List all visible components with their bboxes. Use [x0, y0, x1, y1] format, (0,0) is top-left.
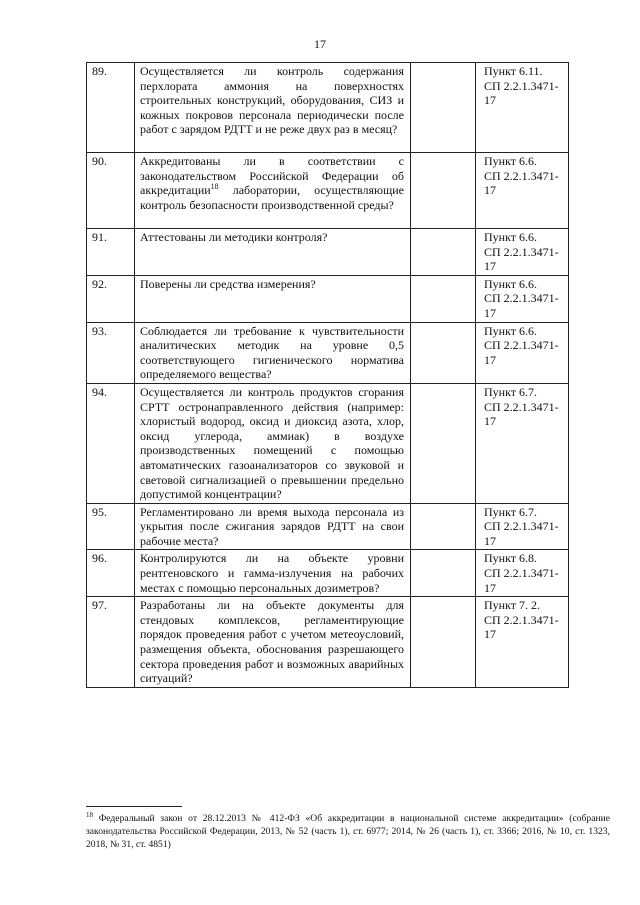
- reference-clause: Пункт 6.11.: [484, 64, 543, 78]
- reference-document: СП 2.2.1.3471-17: [484, 338, 559, 367]
- reference-cell: [476, 597, 569, 688]
- footnote-divider: [86, 806, 182, 807]
- question-cell: Поверены ли средства измерения?: [135, 275, 411, 322]
- reference-document: СП 2.2.1.3471-17: [484, 519, 559, 548]
- answer-cell: [411, 153, 476, 229]
- answer-cell: [411, 503, 476, 550]
- reference-document: СП 2.2.1.3471-17: [484, 244, 559, 274]
- reference-clause: Пункт 7. 2.: [484, 598, 541, 613]
- reference-cell: [476, 275, 569, 322]
- answer-cell: [411, 597, 476, 688]
- reference-clause: Пункт 6.6.: [484, 230, 538, 244]
- page-number: 17: [314, 37, 326, 51]
- question-cell: Разработаны ли на объекте документы для стендовых комплексов, регламентирующие порядок проведения работ с учетом метеоусловий, размещения объекта, обоснования разрешающего сектора проведения работ и возможных аварийных ситуаций?: [135, 597, 411, 688]
- table-row: [87, 275, 569, 322]
- table-row: [87, 597, 569, 688]
- row-number: 89.: [87, 63, 135, 153]
- question-cell: Осуществляется ли контроль содержания перхлората аммония на поверхностях строительных конструкций, оборудования, СИЗ и кожных покровов персонала периодически после работ с зарядом РДТТ и не реже двух раз в месяц?: [135, 63, 411, 153]
- reference-clause: Пункт 6.7.: [484, 384, 538, 399]
- question-text: лаборатории, осуществляющие контроль безопасности производственной среды?: [140, 183, 404, 212]
- reference-clause: Пункт 6.6.: [484, 323, 538, 338]
- reference-document: СП 2.2.1.3471-17: [484, 566, 559, 595]
- reference-document: СП 2.2.1.3471-17: [484, 399, 559, 429]
- footnote-reference: 18: [210, 182, 219, 192]
- reference-clause: Пункт 6.6.: [484, 276, 538, 291]
- table-row: [87, 550, 569, 597]
- checklist-table: [86, 62, 569, 688]
- reference-cell: [476, 383, 569, 503]
- reference-clause: Пункт 6.7.: [484, 504, 538, 519]
- reference-cell: [476, 322, 569, 383]
- table-row: [87, 63, 569, 153]
- reference-clause: Пункт 6.6.: [484, 154, 538, 168]
- answer-cell: [411, 322, 476, 383]
- footnote-marker: 18: [86, 811, 93, 819]
- question-cell: Осуществляется ли контроль продуктов сгорания СРТТ остронаправленного действия (например: хлористый водород, оксид и диоксид азота, хлор, оксид углерода, аммиак) в воздухе производственных помещений с помощью автоматических газоанализаторов со звуковой и световой сигнализацией о превышении предельно допустимой концентрации?: [135, 383, 411, 503]
- footnote: [86, 812, 610, 852]
- row-number: 90.: [87, 153, 135, 229]
- table-row: [87, 383, 569, 503]
- question-cell: Аттестованы ли методики контроля?: [135, 229, 411, 276]
- answer-cell: [411, 63, 476, 153]
- reference-document: СП 2.2.1.3471-17: [484, 291, 559, 320]
- question-cell: Контролируются ли на объекте уровни рентгеновского и гамма-излучения на рабочих местах с помощью персональных дозиметров?: [135, 550, 411, 597]
- reference-document: СП 2.2.1.3471-17: [484, 78, 559, 108]
- question-cell: Соблюдается ли требование к чувствительности аналитических методик на уровне 0,5 соответствующего гигиенического норматива определяемого вещества?: [135, 322, 411, 383]
- answer-cell: [411, 229, 476, 276]
- row-number: 95.: [87, 503, 135, 550]
- row-number: 94.: [87, 383, 135, 503]
- reference-clause: Пункт 6.8.: [484, 551, 538, 566]
- table-row: [87, 229, 569, 276]
- row-number: 96.: [87, 550, 135, 597]
- question-cell: Регламентировано ли время выхода персонала из укрытия после сжигания зарядов РДТТ на свои рабочие места?: [135, 503, 411, 550]
- reference-document: СП 2.2.1.3471-17: [484, 612, 559, 642]
- answer-cell: [411, 275, 476, 322]
- table-row: [87, 153, 569, 229]
- reference-cell: [476, 153, 569, 229]
- row-number: 92.: [87, 275, 135, 322]
- reference-cell: [476, 503, 569, 550]
- table-row: [87, 503, 569, 550]
- footnote-text: Федеральный закон от 28.12.2013 № 412-ФЗ «Об аккредитации в национальной системе аккредитации» (собрание законодательства Российской Федерации, 2013, № 52 (часть 1), ст. 6977; 2014, № 26 (часть 1), ст. 3366; 2016, № 10, ст. 1323, 2018, № 31, ст. 4851): [86, 813, 610, 851]
- table-row: [87, 322, 569, 383]
- reference-cell: [476, 63, 569, 153]
- reference-cell: [476, 229, 569, 276]
- row-number: 93.: [87, 322, 135, 383]
- reference-document: СП 2.2.1.3471-17: [484, 168, 559, 198]
- question-text: Аккредитованы ли в соответствии с законодательством Российской Федерации об аккредитации: [140, 154, 404, 198]
- reference-cell: [476, 550, 569, 597]
- question-cell: [135, 153, 411, 229]
- answer-cell: [411, 550, 476, 597]
- row-number: 91.: [87, 229, 135, 276]
- row-number: 97.: [87, 597, 135, 688]
- answer-cell: [411, 383, 476, 503]
